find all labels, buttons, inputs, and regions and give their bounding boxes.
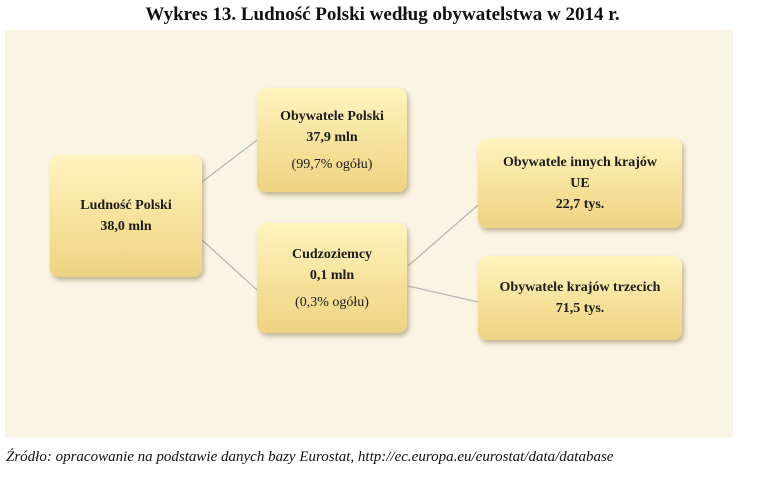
node-third-country-citizens-value: 71,5 tys. [555, 301, 605, 316]
node-foreigners-share: (0,3% ogółu) [295, 294, 369, 310]
node-population-total [50, 155, 202, 277]
node-foreigners-label: Cudzoziemcy [291, 246, 373, 262]
source-note: Źródło: opracowanie na podstawie danych bazy Eurostat, http://ec.europa.eu/eurostat/data/database [6, 449, 614, 465]
node-population-total-value: 38,0 mln [100, 219, 152, 234]
node-foreigners-value: 0,1 mln [309, 267, 355, 283]
node-eu-citizens [478, 138, 682, 228]
node-foreigners [257, 223, 407, 333]
connector-foreigners-third [408, 286, 478, 302]
node-polish-citizens-value: 37,9 mln [306, 129, 358, 145]
node-polish-citizens-share: (99,7% ogółu) [291, 156, 373, 172]
connector-foreigners-eu [408, 205, 478, 266]
connector-root-citizens [202, 140, 257, 182]
node-population-total-label: Ludność Polski [80, 198, 172, 213]
node-third-country-citizens [478, 256, 682, 340]
connector-root-foreigners [202, 240, 257, 290]
node-eu-citizens-label-line2: UE [570, 175, 590, 191]
node-eu-citizens-value: 22,7 tys. [555, 196, 605, 212]
figure-title: Wykres 13. Ludność Polski według obywatelstwa w 2014 r. [145, 4, 620, 25]
node-third-country-citizens-label: Obywatele krajów trzecich [499, 280, 661, 295]
node-polish-citizens-label: Obywatele Polski [280, 108, 384, 124]
node-eu-citizens-label-line1: Obywatele innych krajów [503, 154, 657, 170]
node-polish-citizens [257, 88, 407, 192]
